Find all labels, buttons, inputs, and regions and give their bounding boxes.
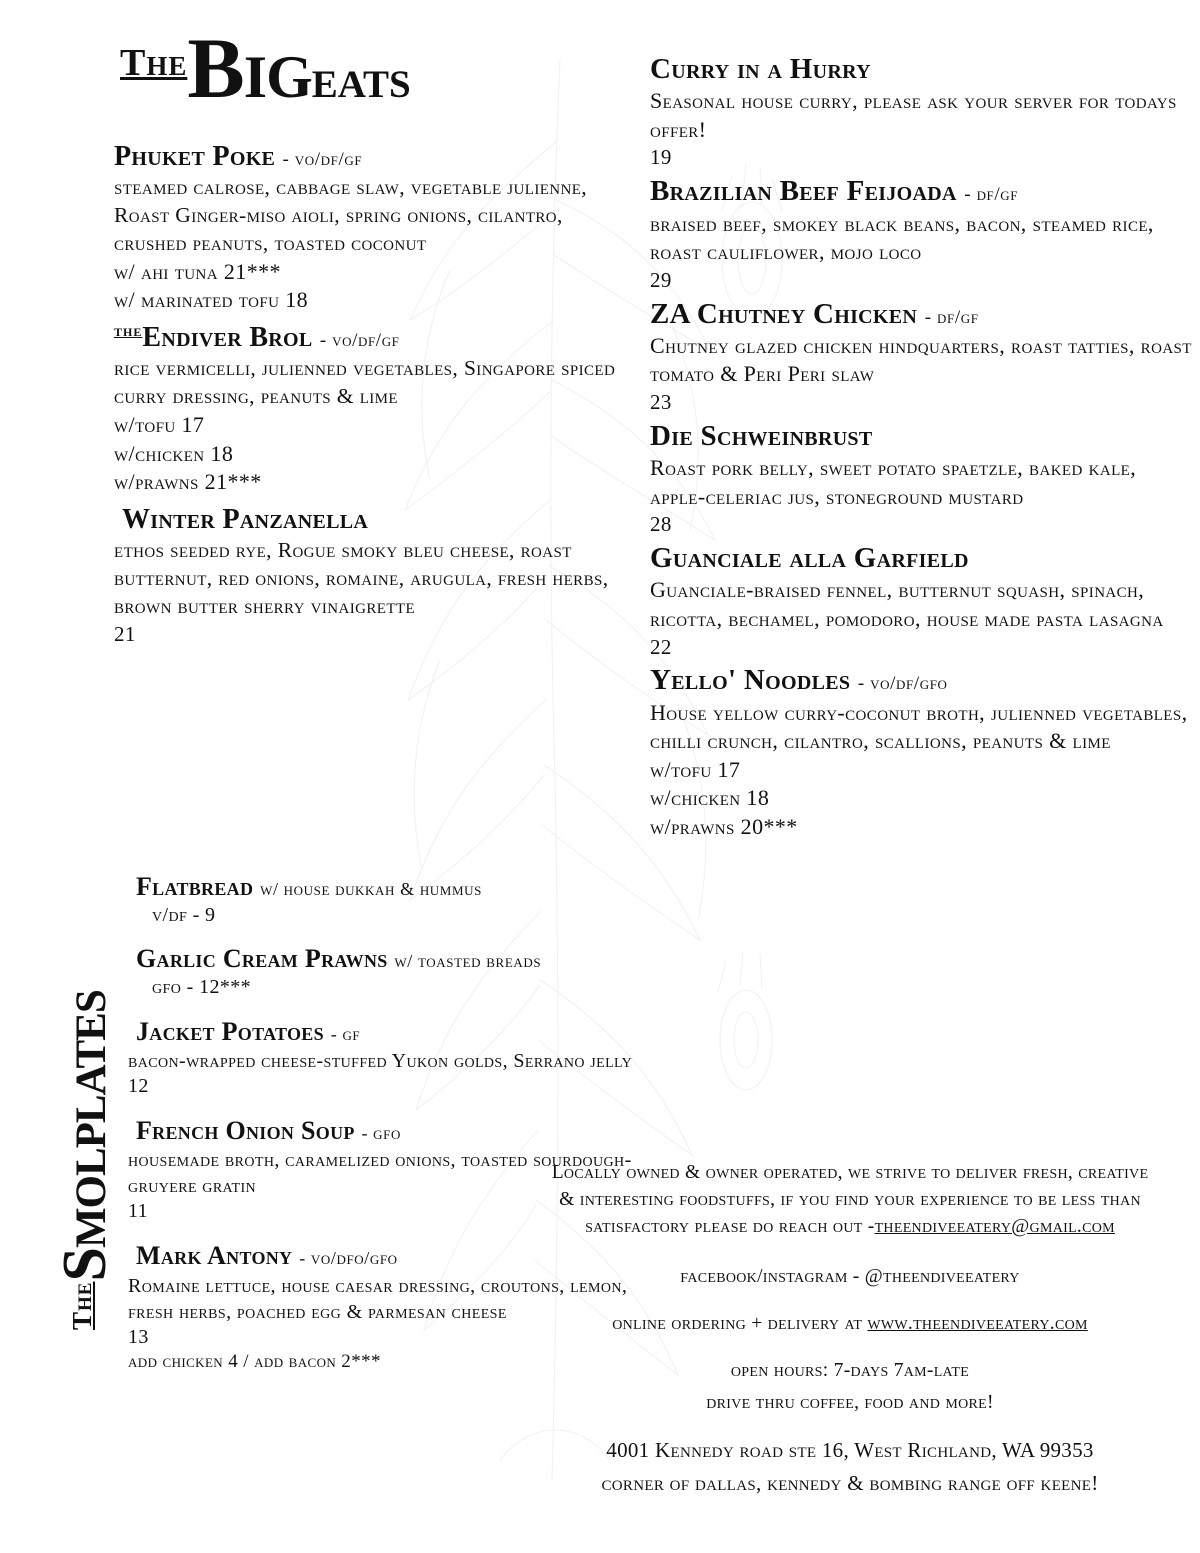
footer [505,1160,1195,1519]
menu-item-tags: w/ toasted breads [394,951,542,972]
menu-item-name: Mark Antony - vo/dfo/gfo [136,1241,398,1271]
menu-item-die-schweinbrust [650,419,1195,538]
footer-website-link[interactable]: www.theendiveeatery.com [867,1313,1088,1335]
menu-item-tags: - vo/df/gfo [857,673,948,695]
menu-item-name: Garlic Cream Prawns w/ toasted breads [136,944,542,974]
menu-item-price: 29 [650,267,672,292]
menu-item-za-chutney-chicken [650,297,1195,416]
menu-item-name: Guanciale alla Garfield [650,542,969,575]
menu-item-price: 23 [650,389,672,414]
footer-blurb-line-2: & interesting foodstuffs, if you find your experience to be less than [559,1188,1141,1210]
menu-item-description: Chutney glazed chicken hindquarters, roast tatties, roast tomato & Peri Peri slaw [650,332,1192,387]
menu-item-name: Curry in a Hurry [650,53,871,85]
menu-item-name: Jacket Potatoes - gf [136,1016,361,1046]
footer-address: 4001 Kennedy road ste 16, West Richland, WA 99353 [606,1437,1094,1462]
menu-item-curry-in-a-hurry [650,52,1195,171]
menu-item-tags: - gfo [361,1122,401,1143]
smolplates-the: The [67,1281,97,1330]
menu-item-description: housemade broth, caramelized onions, toasted sourdough-gruyere gratin [128,1149,632,1198]
menu-item-option: w/chicken 18 [114,440,234,466]
section-title-smolplates [44,862,124,1332]
menu-item-description: steamed calrose, cabbage slaw, vegetable julienne, Roast Ginger-miso aioli, spring onions, cilantro, crushed peanuts, toasted coconut [114,175,588,255]
menu-item-tags: - vo/df/gf [282,149,363,170]
big-eats-big: Big [187,20,312,116]
menu-item-name-the: the [114,321,143,341]
smolplates-word: Smolplates [51,990,119,1282]
footer-social[interactable]: facebook/instagram - @theendiveeatery [680,1265,1020,1287]
menu-item-name: Winter Panzanella [122,503,369,535]
big-eats-eats: eats [311,48,411,110]
menu-item-price: 12 [128,1075,149,1098]
menu-item-name: Die Schweinbrust [650,419,873,452]
menu-item-name: Flatbread w/ house dukkah & hummus [136,872,482,901]
menu-item-garlic-cream-prawns [136,944,636,1000]
menu-item-description: braised beef, smokey black beans, bacon, steamed rice, roast cauliflower, mojo loco [650,210,1154,265]
menu-item-price: 11 [128,1200,149,1223]
menu-item-option: w/chicken 18 [650,785,770,811]
menu-item-option: w/tofu 17 [114,411,205,437]
menu-item-brazilian-beef-feijoada [650,174,1195,293]
menu-item-name: Phuket Poke - vo/df/gf [114,141,363,172]
menu-item-price: 28 [650,512,672,537]
menu-item-name: $^{the}$Endiver Brol - vo/df/gf [114,321,400,354]
footer-online-ordering-text: online ordering + delivery at [612,1313,868,1335]
menu-item-guanciale-alla-garfield [650,541,1195,660]
menu-item-description: House yellow curry-coconut broth, julienned vegetables, chilli crunch, cilantro, scallions, peanuts & lime [650,699,1188,754]
footer-online-ordering [505,1310,1195,1337]
menu-item-tags: - df/gf [964,184,1019,206]
menu-item-endiver-brol [114,321,624,497]
menu-item-price: 22 [650,634,672,659]
menu-item-addon: add chicken 4 / add bacon 2*** [128,1351,381,1373]
menu-item-price: gfo - 12*** [152,975,252,998]
menu-item-tags: - vo/dfo/gfo [299,1248,398,1269]
menu-item-name: Yello' Noodles - vo/df/gfo [650,664,948,697]
menu-item-description: Guanciale-braised fennel, butternut squash, spinach, ricotta, bechamel, pomodoro, house made pasta lasagna [650,577,1164,631]
menu-item-option: w/ marinated tofu 18 [114,287,308,313]
footer-drive-thru: drive thru coffee, food and more! [706,1391,994,1413]
footer-cross-street: corner of dallas, kennedy & bombing range off keene! [601,1471,1099,1496]
menu-item-description: Romaine lettuce, house caesar dressing, croutons, lemon, fresh herbs, poached egg & parmesan cheese [128,1274,628,1323]
menu-item-name: French Onion Soup - gfo [136,1115,401,1145]
menu-item-price: 21 [114,621,136,646]
menu-item-tags: w/ house dukkah & hummus [260,879,482,899]
menu-item-description: ethos seeded rye, Rogue smoky bleu cheese, roast butternut, red onions, romaine, arugula, fresh herbs, brown butter sherry vinaigrette [114,537,609,618]
page-title-big-eats [120,18,411,118]
footer-blurb-line-1: Locally owned & owner operated, we strive to deliver fresh, creative [551,1162,1149,1183]
menu-item-name: ZA Chutney Chicken - df/gf [650,297,979,330]
big-eats-the: The [120,42,188,84]
menu-item-jacket-potatoes [128,1016,636,1100]
menu-item-phuket-poke [114,140,624,315]
menu-item-tags: - df/gf [924,306,979,328]
menu-item-option: w/prawns 21*** [114,469,262,495]
footer-email-link[interactable]: theendiveeatery@gmail.com [874,1215,1115,1237]
menu-item-winter-panzanella [114,503,624,648]
menu-item-flatbread [136,872,636,928]
footer-blurb-line-3 [505,1214,1195,1241]
menu-item-description: Roast pork belly, sweet potato spaetzle, baked kale, apple-celeriac jus, stoneground mustard [650,455,1137,509]
menu-item-tags: - vo/df/gf [319,330,400,352]
menu-item-tags: - gf [330,1023,361,1044]
big-eats-list [114,140,624,653]
menu-item-description: bacon-wrapped cheese-stuffed Yukon golds, Serrano jelly [128,1050,633,1073]
menu-item-price: 19 [650,145,672,170]
mains-list [650,52,1195,845]
footer-blurb [505,1160,1195,1241]
footer-blurb-line-3-text: satisfactory please do reach out - [585,1215,875,1237]
menu-item-price: v/df - 9 [152,903,216,926]
menu-item-description: Seasonal house curry, please ask your server for todays offer! [650,88,1177,142]
menu-item-name: Brazilian Beef Feijoada - df/gf [650,175,1019,208]
footer-hours: open hours: 7-days 7am-late [730,1360,970,1382]
menu-item-option: w/ ahi tuna 21*** [114,258,281,284]
menu-item-yello-noodles [650,663,1195,841]
menu-item-price: 13 [128,1325,149,1348]
menu-item-option: w/prawns 20*** [650,814,798,839]
menu-item-option: w/tofu 17 [650,756,741,782]
menu-item-description: rice vermicelli, julienned vegetables, Singapore spiced curry dressing, peanuts & lime [114,356,616,408]
